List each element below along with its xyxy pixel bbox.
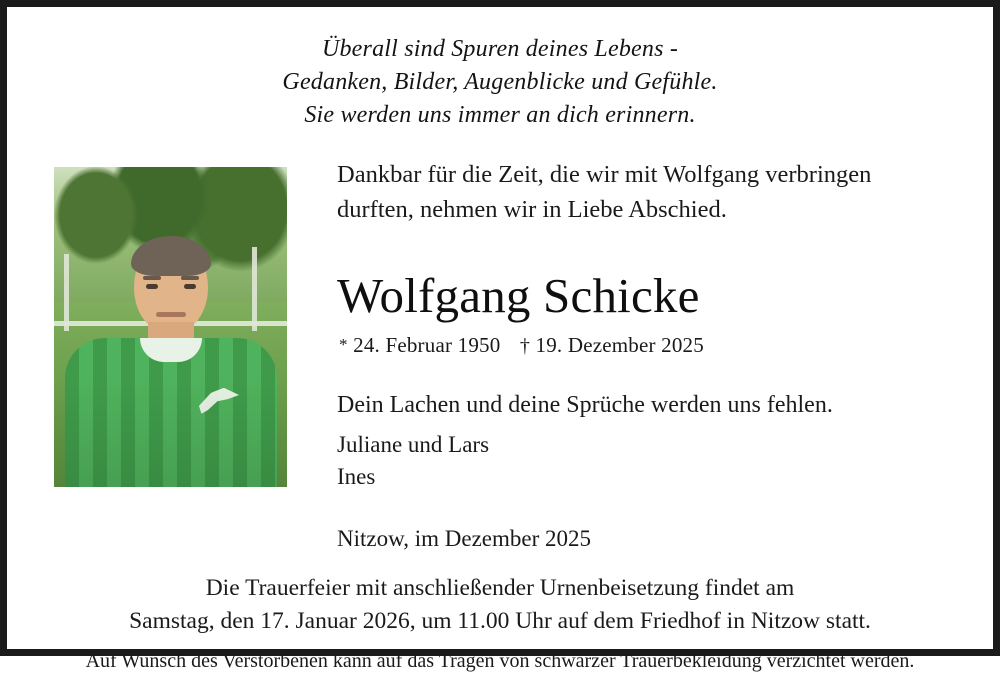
text-column — [294, 158, 963, 552]
verse-line-2: Gedanken, Bilder, Augenblicke und Gefühle. — [282, 69, 718, 96]
verse-line-1: Überall sind Spuren deines Lebens - — [321, 36, 679, 62]
ceremony-line-1: Die Trauerfeier mit anschließender Urnenbeisetzung findet am — [205, 574, 795, 601]
verse-line-3: Sie werden uns immer an dich erinnern. — [304, 102, 696, 129]
verse-block — [37, 33, 963, 132]
intro-line-2: durften, nehmen wir in Liebe Abschied. — [337, 196, 727, 224]
mourners-list — [337, 429, 953, 494]
intro-line-1: Dankbar für die Zeit, die wir mit Wolfgang verbringen — [337, 161, 872, 189]
deceased-name: Wolfgang Schicke — [337, 267, 700, 323]
mourner-1: Juliane und Lars — [337, 431, 490, 457]
photo-eye-left — [146, 284, 158, 289]
photo-eye-right — [184, 284, 196, 289]
footer-block — [37, 572, 963, 673]
photo-column — [37, 158, 294, 487]
body-area — [37, 158, 963, 552]
ceremony-line-2: Samstag, den 17. Januar 2026, um 11.00 Uhr auf dem Friedhof in Nitzow statt. — [129, 608, 871, 635]
photo-hair — [131, 236, 211, 276]
intro-block — [337, 158, 953, 228]
portrait-photo — [54, 167, 287, 487]
photo-eyebrow-right — [181, 276, 199, 280]
dress-code-note: Auf Wunsch des Verstorbenen kann auf das Tragen von schwarzer Trauerbekleidung verzichtet werden. — [85, 649, 915, 672]
farewell-line: Dein Lachen und deine Sprüche werden uns fehlen. — [337, 391, 833, 418]
ceremony-info — [37, 572, 963, 639]
birth-date: 24. Februar 1950 — [353, 332, 501, 357]
death-date: 19. Dezember 2025 — [535, 332, 704, 357]
photo-vignette — [54, 379, 287, 488]
place-and-date: Nitzow, im Dezember 2025 — [337, 525, 591, 551]
death-cross-icon: † — [519, 334, 531, 357]
birth-star-icon: * — [339, 334, 348, 354]
mourner-2: Ines — [337, 464, 376, 490]
life-dates — [339, 333, 953, 358]
photo-mouth — [156, 312, 186, 317]
photo-eyebrow-left — [143, 276, 161, 280]
